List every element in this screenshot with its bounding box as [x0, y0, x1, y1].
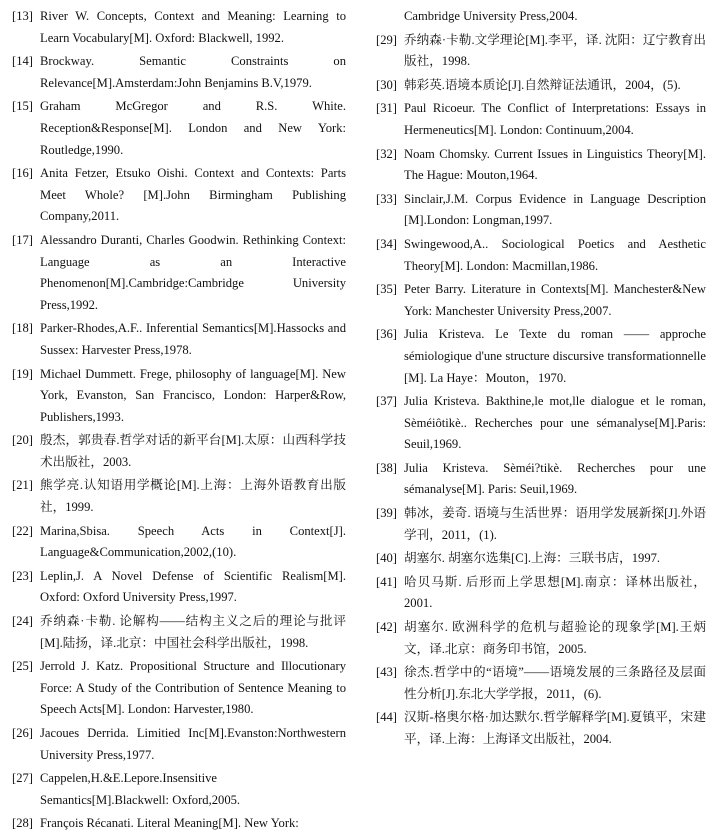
reference-number: [30]	[376, 77, 397, 92]
reference-text: 徐杰.哲学中的“语境”——语境发展的三条路径及层面性分析[J].东北大学学报，2011，(6).	[404, 665, 706, 701]
reference-entry	[376, 144, 706, 187]
reference-entry	[12, 364, 346, 429]
reference-text: 汉斯-格奥尔格·加达默尔.哲学解释学[M].夏镇平，宋建平，译.上海：上海译文出版社，2004.	[404, 710, 706, 746]
reference-text: 熊学亮.认知语用学概论[M].上海：上海外语教育出版社，1999.	[40, 478, 346, 515]
reference-entry	[12, 163, 346, 228]
reference-text: 韩彩英.语境本质论[J].自然辩证法通讯，2004，(5).	[404, 77, 681, 92]
reference-entry	[376, 391, 706, 456]
reference-entry	[376, 324, 706, 389]
reference-entry	[12, 813, 346, 835]
reference-text: 哈贝马斯. 后形而上学思想[M].南京：译林出版社，2001.	[404, 574, 706, 611]
reference-entry	[376, 503, 706, 546]
reference-entry	[376, 98, 706, 141]
reference-entry	[376, 75, 706, 97]
reference-entry	[376, 548, 706, 570]
reference-number: [39]	[376, 506, 397, 521]
reference-text: Julia Kristeva. Sèméi?tikè. Recherches pour une sémanalyse[M]. Paris: Seuil,1969.	[404, 460, 706, 497]
reference-number: [40]	[376, 551, 397, 566]
reference-entry	[12, 566, 346, 609]
reference-number: [14]	[12, 54, 33, 69]
reference-entry	[376, 234, 706, 277]
reference-text: Swingewood,A.. Sociological Poetics and Aesthetic Theory[M]. London: Macmillan,1986.	[404, 236, 706, 273]
reference-number: [31]	[376, 101, 397, 116]
reference-number: [35]	[376, 282, 397, 297]
reference-entry	[12, 521, 346, 564]
reference-entry	[12, 430, 346, 473]
reference-text: 殷杰，郭贵春.哲学对话的新平台[M].太原：山西科学技术出版社，2003.	[40, 433, 346, 469]
reference-entry	[376, 30, 706, 73]
reference-text: Cambridge University Press,2004.	[404, 9, 578, 23]
reference-entry	[12, 230, 346, 316]
reference-number: [43]	[376, 665, 397, 680]
reference-number: [23]	[12, 568, 33, 583]
reference-entry	[376, 707, 706, 750]
reference-number: [42]	[376, 620, 397, 635]
reference-number: [37]	[376, 394, 397, 409]
reference-number: [27]	[12, 771, 33, 786]
reference-entry	[12, 768, 346, 811]
reference-text: Jerrold J. Katz. Propositional Structure and Illocutionary Force: A Study of the Contribution of Sentence Meaning to Speech Acts[M]. London: Harvester,1980.	[40, 659, 346, 717]
reference-entry	[376, 458, 706, 501]
reference-number: [19]	[12, 366, 33, 381]
reference-text: Noam Chomsky. Current Issues in Linguistics Theory[M]. The Hague: Mouton,1964.	[404, 146, 706, 183]
reference-number: [18]	[12, 321, 33, 336]
reference-entry	[376, 572, 706, 615]
reference-number: [21]	[12, 478, 33, 493]
reference-number: [34]	[376, 236, 397, 251]
reference-number: [20]	[12, 433, 33, 448]
reference-text: 胡塞尔. 欧洲科学的危机与超验论的现象学[M].王炳文，译.北京：商务印书馆，2005.	[404, 620, 706, 656]
reference-number: [22]	[12, 523, 33, 538]
reference-text: 乔纳森·卡勒.文学理论[M].李平，译. 沈阳：辽宁教育出版社，1998.	[404, 32, 706, 69]
reference-text: Jacoues Derrida. Limitied Inc[M].Evanston:Northwestern University Press,1977.	[40, 726, 346, 762]
reference-text: Graham McGregor and R.S. White. Reception&Response[M]. London and New York: Routledge,1990.	[40, 99, 346, 157]
reference-number: [38]	[376, 460, 397, 475]
reference-column-left	[12, 6, 346, 837]
reference-text: Paul Ricoeur. The Conflict of Interpretations: Essays in Hermeneutics[M]. London: Continuum,2004.	[404, 101, 706, 137]
reference-number: [26]	[12, 726, 33, 740]
reference-entry	[12, 318, 346, 361]
reference-column-right	[376, 6, 706, 753]
reference-entry	[12, 51, 346, 94]
reference-number: [44]	[376, 710, 397, 725]
reference-text: Parker-Rhodes,A.F.. Inferential Semantics[M].Hassocks and Sussex: Harvester Press,1978.	[40, 321, 346, 357]
reference-number: [36]	[376, 327, 397, 342]
reference-text: Michael Dummett. Frege, philosophy of language[M]. New York, Evanston, San Francisco, London: Harper&Row, Publishers,1993.	[40, 366, 346, 424]
reference-text: Marina,Sbisa. Speech Acts in Context[J]. Language&Communication,2002,(10).	[40, 523, 346, 560]
reference-number: [41]	[376, 574, 397, 589]
reference-text: François Récanati. Literal Meaning[M]. New York:	[40, 816, 299, 831]
reference-text: Anita Fetzer, Etsuko Oishi. Context and Contexts: Parts Meet Whole? [M].John Birmingham Publishing Company,2011.	[40, 166, 346, 224]
reference-entry	[376, 662, 706, 705]
reference-text: Peter Barry. Literature in Contexts[M]. Manchester&New York: Manchester University Press,2007.	[404, 282, 706, 318]
reference-entry	[12, 656, 346, 721]
reference-text: Cappelen,H.&E.Lepore.Insensitive Semantics[M].Blackwell: Oxford,2005.	[40, 771, 241, 807]
reference-entry	[12, 96, 346, 161]
reference-number: [32]	[376, 146, 397, 161]
reference-entry	[12, 723, 346, 766]
reference-text: Alessandro Duranti, Charles Goodwin. Rethinking Context: Language as an Interactive Phenomenon[M].Cambridge:Cambridge University Press,1992.	[40, 232, 346, 312]
reference-entry	[12, 6, 346, 49]
reference-text: Sinclair,J.M. Corpus Evidence in Language Description [M].London: Longman,1997.	[404, 191, 706, 228]
reference-number: [29]	[376, 32, 397, 47]
reference-text: River W. Concepts, Context and Meaning: Learning to Learn Vocabulary[M]. Oxford: Blackwell, 1992.	[40, 9, 346, 45]
reference-number: [13]	[12, 9, 33, 23]
reference-number: [16]	[12, 166, 33, 181]
reference-text: 胡塞尔. 胡塞尔选集[C].上海：三联书店，1997.	[404, 551, 661, 566]
reference-text: Brockway. Semantic Constraints on Relevance[M].Amsterdam:John Benjamins B.V,1979.	[40, 54, 346, 90]
reference-entry	[376, 279, 706, 322]
reference-text: 乔纳森·卡勒. 论解构——结构主义之后的理论与批评[M].陆扬，译.北京：中国社会科学出版社，1998.	[40, 614, 346, 650]
reference-entry	[376, 189, 706, 232]
reference-entry	[376, 617, 706, 660]
reference-entry	[376, 6, 706, 28]
reference-number: [28]	[12, 816, 33, 831]
reference-number: [25]	[12, 659, 33, 674]
reference-number: [33]	[376, 191, 397, 206]
reference-number: [17]	[12, 232, 33, 247]
reference-number: [24]	[12, 614, 33, 629]
reference-text: Julia Kristeva. Le Texte du roman —— approche sémiologique d'une structure discursive transformationnelle [M]. La Haye：Mouton，1970.	[404, 327, 706, 385]
reference-number: [15]	[12, 99, 33, 114]
reference-entry	[12, 611, 346, 654]
reference-entry	[12, 475, 346, 518]
reference-text: Leplin,J. A Novel Defense of Scientific Realism[M]. Oxford: Oxford University Press,1997.	[40, 568, 346, 605]
reference-text: Julia Kristeva. Bakthine,le mot,lle dialogue et le roman, Sèméiôtikè.. Recherches pour une sémanalyse[M].Paris: Seuil,1969.	[404, 394, 706, 452]
reference-text: 韩冰，姜奇. 语境与生活世界：语用学发展新探[J].外语学刊，2011，(1).	[404, 506, 706, 542]
